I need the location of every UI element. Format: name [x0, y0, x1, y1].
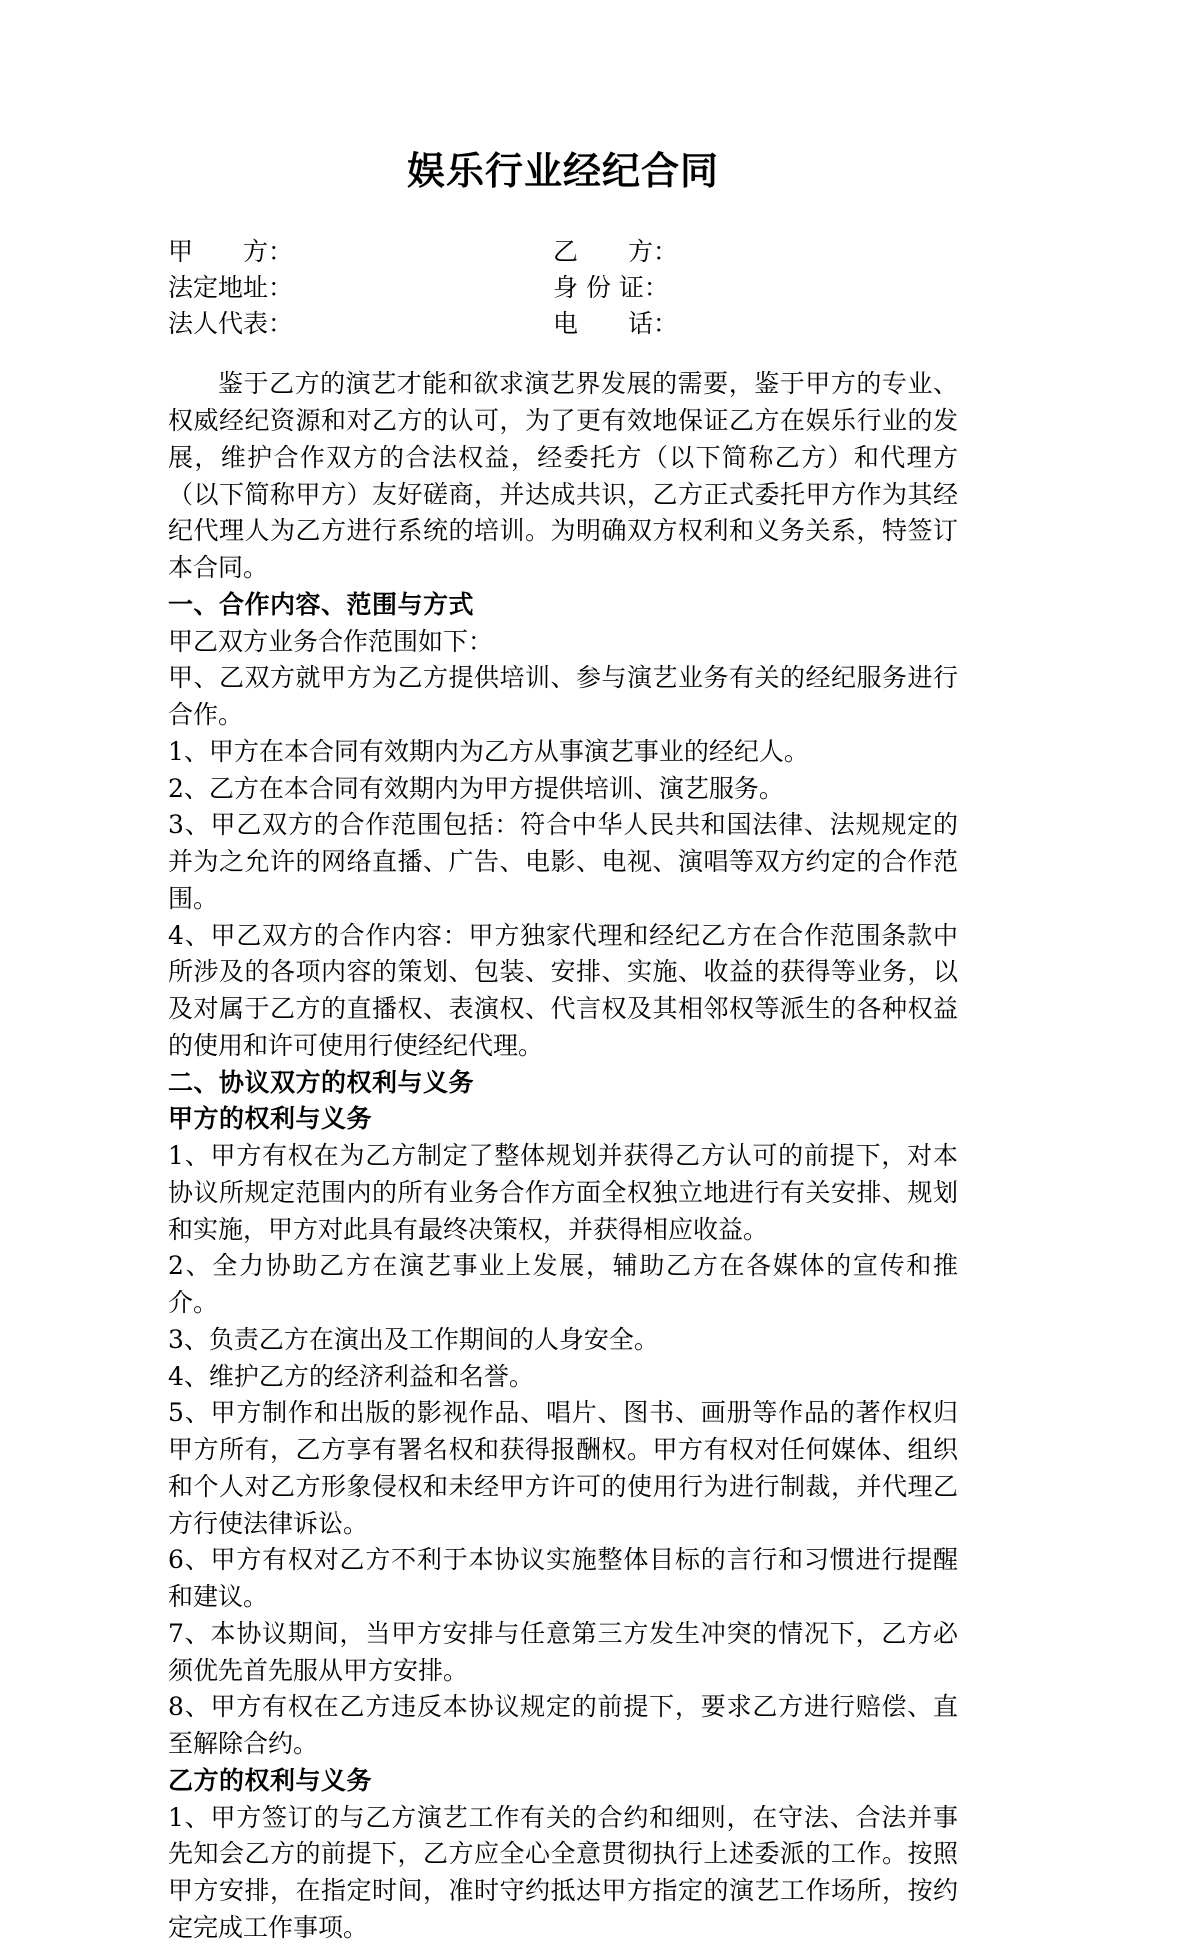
preamble-paragraph: 鉴于乙方的演艺才能和欲求演艺界发展的需要，鉴于甲方的专业、权威经纪资源和对乙方的认可，为了更有效地保证乙方在娱乐行业的发展，维护合作双方的合法权益，经委托方（以下简称乙方）和代理方（以下简称甲方）友好磋商，并达成共识，乙方正式委托甲方作为其经纪代理人为乙方进行系统的培训。为明确双方权利和义务关系，特签订本合同。 [168, 369, 958, 582]
party-a-item: 1、甲方有权在为乙方制定了整体规划并获得乙方认可的前提下，对本协议所规定范围内的所有业务合作方面全权独立地进行有关安排、规划和实施，甲方对此具有最终决策权，并获得相应收益。 [168, 1141, 958, 1244]
section-heading-2: 二、协议双方的权利与义务 [168, 1067, 475, 1097]
party-info-row [168, 234, 958, 270]
party-a-address-label: 法定地址： [168, 272, 294, 302]
page-title: 娱乐行业经纪合同 [406, 149, 719, 193]
party-a-item: 3、负责乙方在演出及工作期间的人身安全。 [168, 1324, 659, 1354]
party-a-item: 8、甲方有权在乙方违反本协议规定的前提下，要求乙方进行赔偿、直至解除合约。 [168, 1692, 958, 1758]
section-1-item: 1、甲方在本合同有效期内为乙方从事演艺事业的经纪人。 [168, 736, 809, 766]
party-a-item: 7、本协议期间，当甲方安排与任意第三方发生冲突的情况下，乙方必须优先首先服从甲方安排。 [168, 1618, 958, 1685]
section-1-item: 3、甲乙双方的合作范围包括：符合中华人民共和国法律、法规规定的并为之允许的网络直播、广告、电影、电视、演唱等双方约定的合作范围。 [168, 810, 958, 913]
section-1-item: 4、甲乙双方的合作内容：甲方独家代理和经纪乙方在合作范围条款中所涉及的各项内容的策划、包装、安排、实施、收益的获得等业务，以及对属于乙方的直播权、表演权、代言权及其相邻权等派生的各种权益的使用和许可使用行使经纪代理。 [168, 920, 958, 1060]
party-a-item: 4、维护乙方的经济利益和名誉。 [168, 1361, 534, 1391]
party-a-item: 6、甲方有权对乙方不利于本协议实施整体目标的言行和习惯进行提醒和建议。 [168, 1545, 958, 1611]
party-a-representative-label: 法人代表： [168, 309, 294, 338]
document-content [168, 0, 958, 1947]
party-b-phone-label: 电 话： [553, 309, 679, 338]
party-info-row [168, 306, 958, 342]
party-b-item: 1、甲方签订的与乙方演艺工作有关的合约和细则，在守法、合法并事先知会乙方的前提下，乙方应全心全意贯彻执行上述委派的工作。按照甲方安排，在指定时间，准时守约抵达甲方指定的演艺工作场所，按约定完成工作事项。 [168, 1802, 958, 1942]
party-b-name-label: 乙 方： [553, 236, 679, 266]
section-1-item: 2、乙方在本合同有效期内为甲方提供培训、演艺服务。 [168, 773, 784, 803]
subsection-heading-party-a: 甲方的权利与义务 [168, 1104, 373, 1134]
section-1-line: 甲、乙双方就甲方为乙方提供培训、参与演艺业务有关的经纪服务进行合作。 [168, 663, 958, 729]
party-a-item: 2、全力协助乙方在演艺事业上发展，辅助乙方在各媒体的宣传和推介。 [168, 1251, 958, 1317]
party-info-row [168, 270, 958, 306]
section-heading-1: 一、合作内容、范围与方式 [168, 589, 475, 619]
subsection-heading-party-b: 乙方的权利与义务 [168, 1765, 373, 1795]
party-b-id-label: 身 份 证： [553, 272, 669, 302]
section-1-line: 甲乙双方业务合作范围如下： [168, 626, 494, 656]
party-a-item: 5、甲方制作和出版的影视作品、唱片、图书、画册等作品的著作权归甲方所有，乙方享有署名权和获得报酬权。甲方有权对任何媒体、组织和个人对乙方形象侵权和未经甲方许可的使用行为进行制裁，并代理乙方行使法律诉讼。 [168, 1398, 958, 1538]
party-a-name-label: 甲 方： [168, 236, 294, 266]
party-info-block [168, 234, 958, 343]
